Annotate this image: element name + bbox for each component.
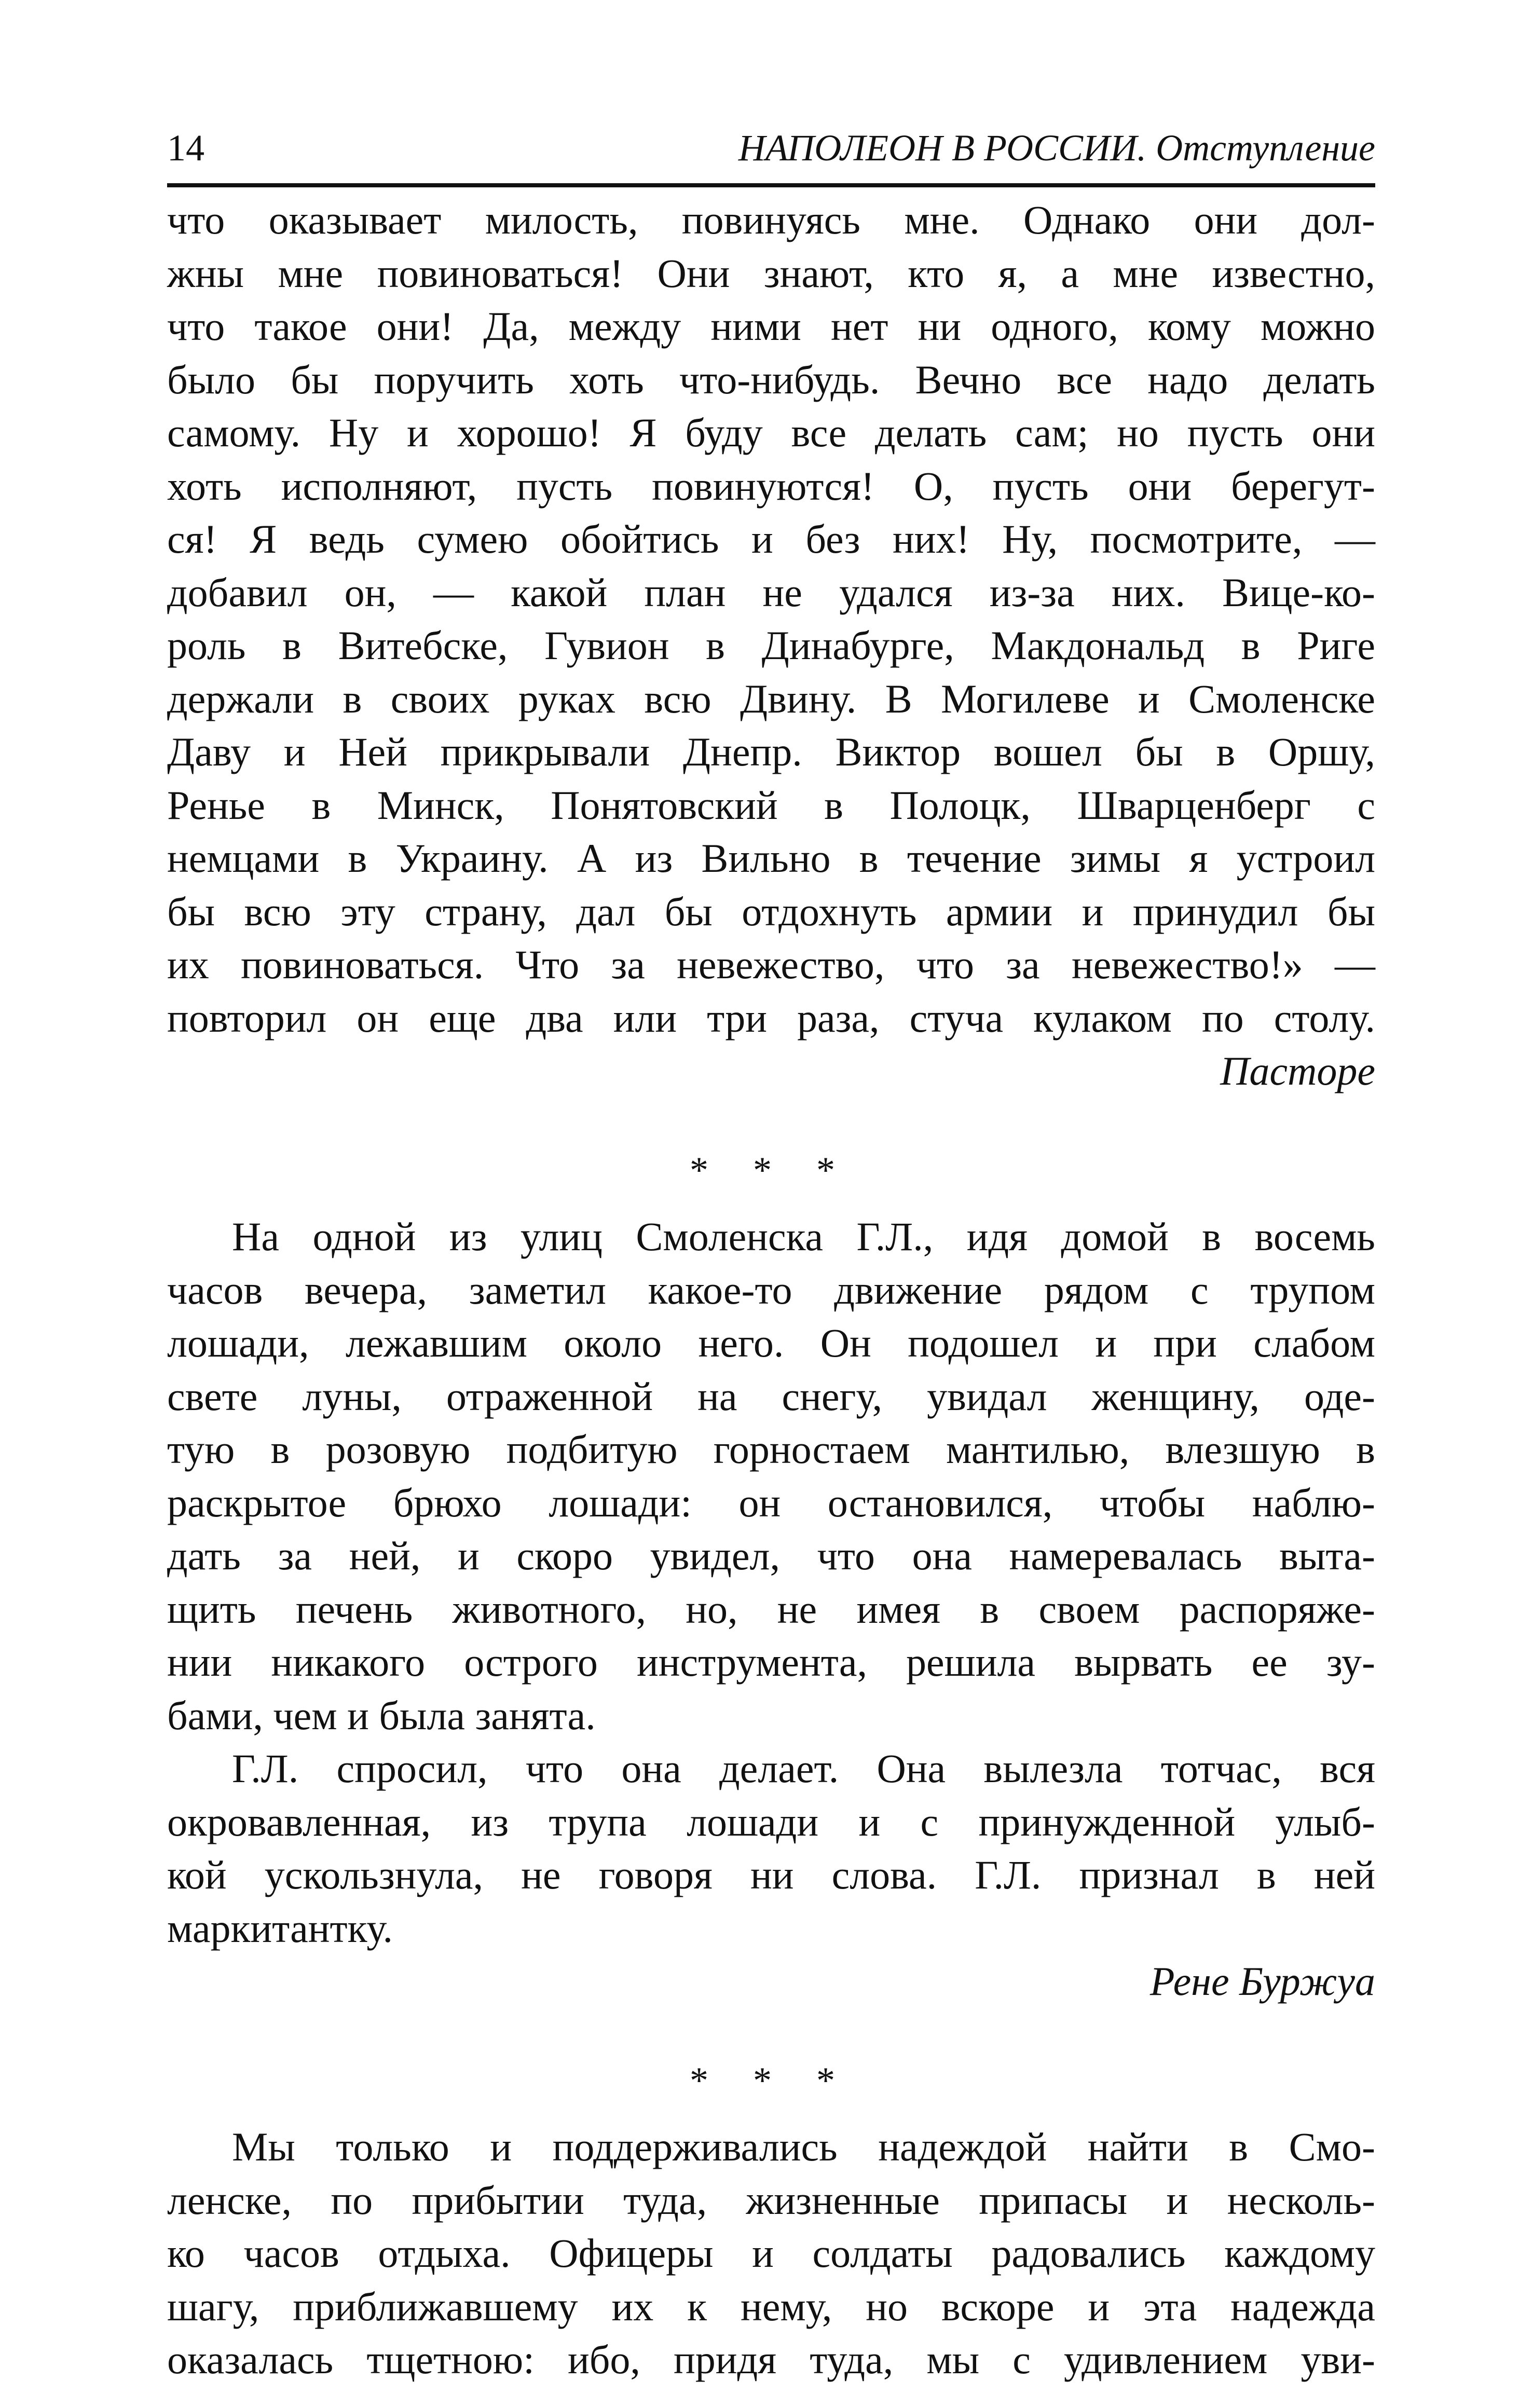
text-line: роль в Витебске, Гувион в Динабурге, Макдональд в Риге	[167, 623, 1375, 668]
page-content	[167, 187, 1375, 2387]
section-2	[167, 1210, 1375, 2008]
text-line: Даву и Ней прикрывали Днепр. Виктор вошел бы в Оршу,	[167, 729, 1375, 774]
page-header	[167, 118, 1375, 187]
text-line: раскрытое брюхо лошади: он остановился, чтобы наблю-	[167, 1480, 1375, 1525]
author-attribution: Пасторе	[1220, 1048, 1375, 1093]
text-line: На одной из улиц Смоленска Г.Л., идя домой в восемь	[232, 1214, 1375, 1259]
text-line: что оказывает милость, повинуясь мне. Однако они дол-	[167, 197, 1375, 242]
text-line: хоть исполняют, пусть повинуются! О, пусть они берегут-	[167, 463, 1375, 509]
section-3	[167, 2120, 1375, 2387]
author-attribution: Рене Буржуа	[1149, 1959, 1375, 2004]
text-line: кой ускользнула, не говоря ни слова. Г.Л. признал в ней	[167, 1852, 1375, 1897]
text-line: ся! Я ведь сумею обойтись и без них! Ну, посмотрите, —	[167, 516, 1375, 562]
text-line: свете луны, отраженной на снегу, увидал женщину, оде-	[167, 1373, 1375, 1419]
text-line: повторил он еще два или три раза, стуча кулаком по столу.	[167, 995, 1375, 1041]
text-line: шагу, приближавшему их к нему, но вскоре и эта надежда	[167, 2283, 1375, 2329]
text-line: тую в розовую подбитую горностаем мантилью, влезшую в	[167, 1427, 1375, 1472]
text-line: окровавленная, из трупа лошади и с принужденной улыб-	[167, 1799, 1375, 1844]
text-line: немцами в Украину. А из Вильно в течение зимы я устроил	[167, 836, 1375, 881]
text-line: их повиноваться. Что за невежество, что за невежество!» —	[167, 942, 1375, 987]
section-separator: * * *	[690, 1149, 853, 1191]
text-line: добавил он, — какой план не удался из-за них. Вице-ко-	[167, 569, 1375, 615]
text-line: самому. Ну и хорошо! Я буду все делать сам; но пусть они	[167, 410, 1375, 455]
text-line: щить печень животного, но, не имея в своем распоряже-	[167, 1586, 1375, 1632]
text-line: бами, чем и была занята.	[167, 1692, 596, 1738]
text-line: дать за ней, и скоро увидел, что она намеревалась выта-	[167, 1533, 1375, 1578]
book-page	[167, 118, 1375, 2387]
text-line: ко часов отдыха. Офицеры и солдаты радовались каждому	[167, 2231, 1375, 2276]
text-line: лошади, лежавшим около него. Он подошел и при слабом	[167, 1320, 1375, 1365]
running-title: НАПОЛЕОН В РОССИИ. Отступление	[738, 127, 1375, 169]
text-line: жны мне повиноваться! Они знают, кто я, а мне известно,	[167, 250, 1375, 296]
text-line: маркитантку.	[167, 1905, 393, 1951]
text-line: часов вечера, заметил какое-то движение рядом с трупом	[167, 1267, 1375, 1312]
text-line: что такое они! Да, между ними нет ни одного, кому можно	[167, 304, 1375, 349]
text-line: бы всю эту страну, дал бы отдохнуть армии и принудил бы	[167, 888, 1375, 934]
text-line: Мы только и поддерживались надеждой найти в Смо-	[232, 2124, 1375, 2169]
text-line: держали в своих руках всю Двину. В Могилеве и Смоленске	[167, 676, 1375, 721]
text-line: было бы поручить хоть что-нибудь. Вечно все надо делать	[167, 357, 1375, 402]
text-line: ленске, по прибытии туда, жизненные припасы и несколь-	[167, 2177, 1375, 2223]
section-1	[167, 194, 1375, 1098]
section-separator: * * *	[690, 2059, 853, 2101]
page-number: 14	[167, 127, 204, 169]
text-line: Г.Л. спросил, что она делает. Она вылезла тотчас, вся	[232, 1746, 1375, 1791]
text-line: оказалась тщетною: ибо, придя туда, мы с удивлением уви-	[167, 2337, 1375, 2382]
text-line: нии никакого острого инструмента, решила вырвать ее зу-	[167, 1639, 1375, 1685]
text-line: Ренье в Минск, Понятовский в Полоцк, Шварценберг с	[167, 782, 1375, 828]
